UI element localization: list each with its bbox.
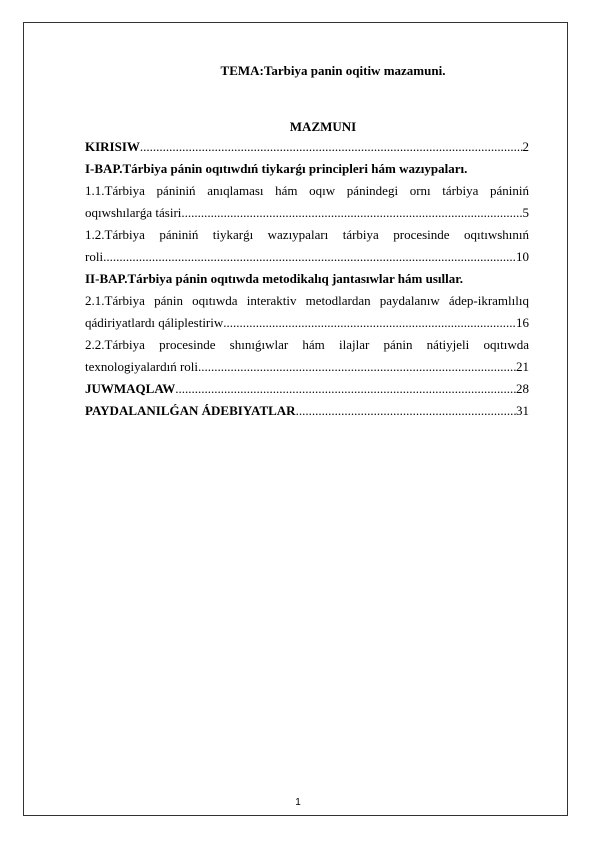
toc-leader	[181, 202, 522, 224]
toc-leader	[223, 312, 516, 334]
toc-entry-1-2-line2[interactable]	[85, 246, 529, 268]
toc-entry-label: texnologiyalardıń roli	[85, 359, 199, 374]
toc-entry-label: PAYDALANILǴAN ÁDEBIYATLAR	[85, 403, 296, 418]
toc-leader	[296, 400, 516, 422]
toc-page-number: 21	[516, 359, 529, 374]
document-title: TEMA:Tarbiya panin oqitiw mazamuni.	[220, 63, 446, 78]
toc-entry-label: oqıwshılarǵa tásiri	[85, 205, 182, 220]
toc-entry-label: KIRISIW	[85, 139, 140, 154]
toc-entry-2-1-line2[interactable]	[85, 312, 529, 334]
toc-chapter-2[interactable]: II-BAP.Tárbiya pánin oqıtıwda metodikalıq jantasıwlar hám usıllar.	[85, 271, 464, 286]
toc-entry-2-2-line1[interactable]: 2.2.Tárbiya procesinde shınıǵıwlar hám ilajlar pánin nátiyjeli oqıtıwda	[85, 337, 529, 352]
toc-entry-juwmaqlaw[interactable]	[85, 378, 529, 400]
toc-leader	[175, 378, 516, 400]
toc-page-number: 5	[522, 205, 529, 220]
toc-page-number: 2	[522, 139, 529, 154]
toc-leader	[198, 356, 516, 378]
toc-page-number: 16	[516, 315, 529, 330]
toc-entry-1-1-line1[interactable]: 1.1.Tárbiya pániniń anıqlaması hám oqıw pánindegi ornı tárbiya pániniń	[85, 183, 529, 198]
toc-leader	[103, 246, 516, 268]
toc-entry-2-1-line1[interactable]: 2.1.Tárbiya pánin oqıtıwda interaktiv metodlardan paydalanıw ádep-ikramlılıq	[85, 293, 529, 308]
toc-entry-label: JUWMAQLAW	[85, 381, 176, 396]
toc-entry-kirisiw[interactable]	[85, 136, 529, 158]
toc-entry-label: qádiriyatlardı qáliplestiriw	[85, 315, 224, 330]
page-number: 1	[295, 797, 301, 808]
toc-entry-2-2-line2[interactable]	[85, 356, 529, 378]
toc-heading: MAZMUNI	[289, 119, 357, 134]
toc-entry-1-1-line2[interactable]	[85, 202, 529, 224]
toc-entry-1-2-line1[interactable]: 1.2.Tárbiya pániniń tiykarǵı wazıypaları tárbiya procesinde oqıtıwshınıń	[85, 227, 529, 242]
table-of-contents	[85, 136, 529, 422]
toc-page-number: 28	[516, 381, 529, 396]
toc-entry-paydalanilgan[interactable]	[85, 400, 529, 422]
toc-chapter-1[interactable]: I-BAP.Tárbiya pánin oqıtıwdıń tiykarǵı principleri hám wazıypaları.	[85, 161, 468, 176]
toc-page-number: 31	[516, 403, 529, 418]
toc-leader	[140, 136, 523, 158]
toc-entry-label: roli	[85, 249, 104, 264]
toc-page-number: 10	[516, 249, 529, 264]
